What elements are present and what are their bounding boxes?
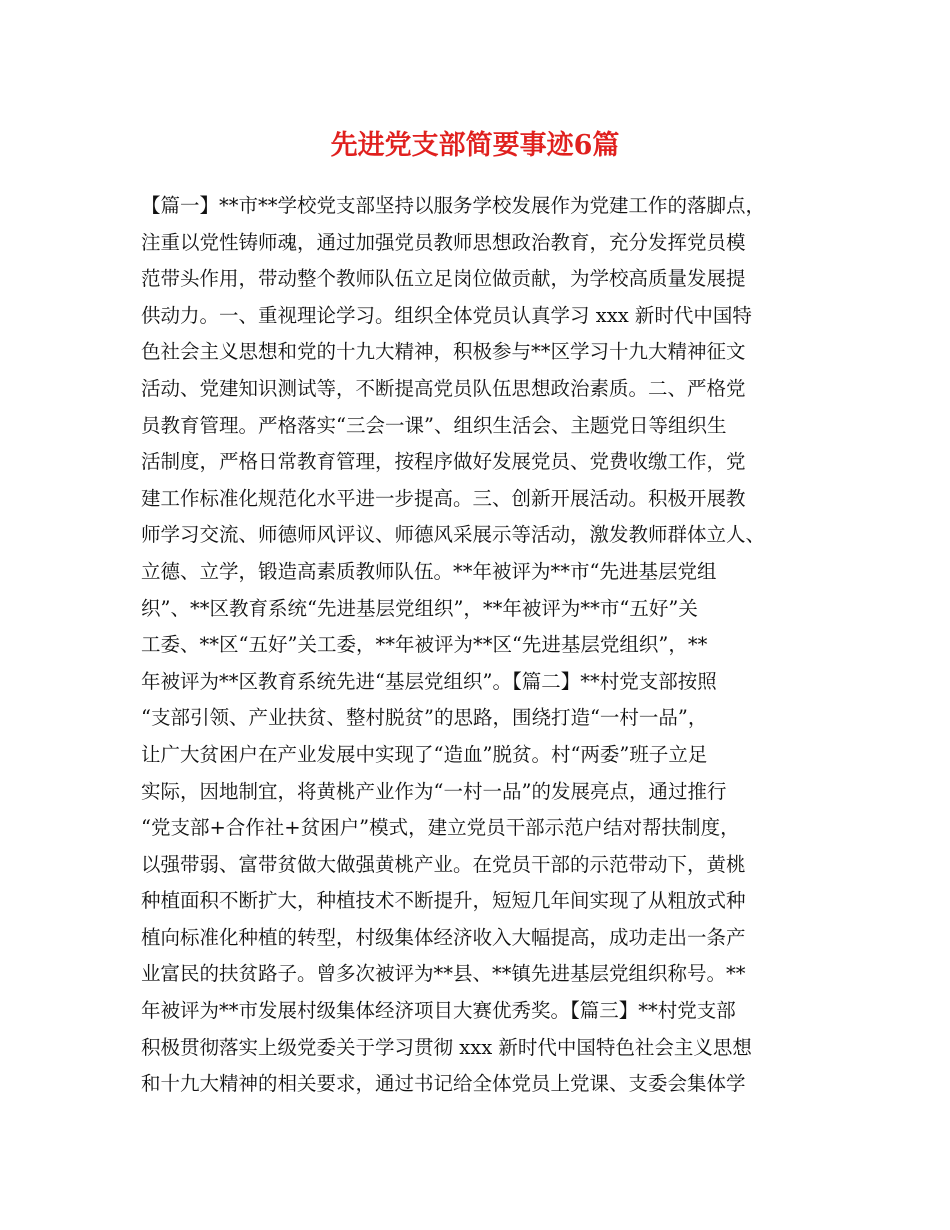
- text-line: 活动、党建知识测试等，不断提高党员队伍思想政治素质。二、严格党: [141, 376, 746, 400]
- text-line: 以强带弱、富带贫做大做强黄桃产业。在党员干部的示范带动下，黄桃: [141, 852, 746, 876]
- text-line: 工委、**区“五好”关工委，**年被评为**区“先进基层党组织”，**: [141, 633, 708, 657]
- text-line: 种植面积不断扩大，种植技术不断提升，短短几年间实现了从粗放式种: [141, 889, 746, 913]
- text-line: 实际，因地制宜，将黄桃产业作为“一村一品”的发展亮点，通过推行: [141, 779, 727, 803]
- text-line: 供动力。一、重视理论学习。组织全体党员认真学习 xxx 新时代中国特: [141, 303, 752, 327]
- text-line: 和十九大精神的相关要求，通过书记给全体党员上党课、支委会集体学: [141, 1072, 746, 1096]
- document-body: [141, 188, 813, 1103]
- text-line: “支部引领、产业扶贫、整村脱贫”的思路，围绕打造“一村一品”，: [141, 706, 708, 730]
- text-line: 让广大贫困户在产业发展中实现了“造血”脱贫。村“两委”班子立足: [141, 742, 708, 766]
- text-line: 范带头作用，带动整个教师队伍立足岗位做贡献，为学校高质量发展提: [141, 267, 746, 291]
- text-line: 织”、**区教育系统“先进基层党组织”，**年被评为**市“五好”关: [141, 596, 698, 620]
- text-line: 活制度，严格日常教育管理，按程序做好发展党员、党费收缴工作，党: [141, 450, 746, 474]
- text-line: 员教育管理。严格落实“三会一课”、组织生活会、主题党日等组织生: [141, 413, 727, 437]
- text-line: 立德、立学，锻造高素质教师队伍。**年被评为**市“先进基层党组: [141, 559, 717, 583]
- text-line: 建工作标准化规范化水平进一步提高。三、创新开展活动。积极开展教: [141, 486, 746, 510]
- text-line: 年被评为**区教育系统先进“基层党组织”。【篇二】**村党支部按照: [141, 669, 717, 693]
- text-line: 【篇一】**市**学校党支部坚持以服务学校发展作为党建工作的落脚点，: [141, 194, 766, 217]
- text-line: “党支部+合作社+贫困户”模式，建立党员干部示范户结对帮扶制度，: [141, 816, 740, 840]
- text-line: 注重以党性铸师魂，通过加强党员教师思想政治教育，充分发挥党员模: [141, 230, 746, 254]
- text-line: 业富民的扶贫路子。曾多次被评为**县、**镇先进基层党组织称号。**: [141, 962, 746, 986]
- document-title: 先进党支部简要事迹6篇: [330, 130, 620, 161]
- text-line: 植向标准化种植的转型，村级集体经济收入大幅提高，成功走出一条产: [141, 925, 746, 949]
- text-line: 师学习交流、师德师风评议、师德风采展示等活动，激发教师群体立人、: [141, 523, 766, 547]
- text-line: 色社会主义思想和党的十九大精神，积极参与**区学习十九大精神征文: [141, 340, 746, 364]
- text-line: 积极贯彻落实上级党委关于学习贯彻 xxx 新时代中国特色社会主义思想: [141, 1035, 752, 1059]
- text-line: 年被评为**市发展村级集体经济项目大赛优秀奖。【篇三】**村党支部: [141, 999, 736, 1023]
